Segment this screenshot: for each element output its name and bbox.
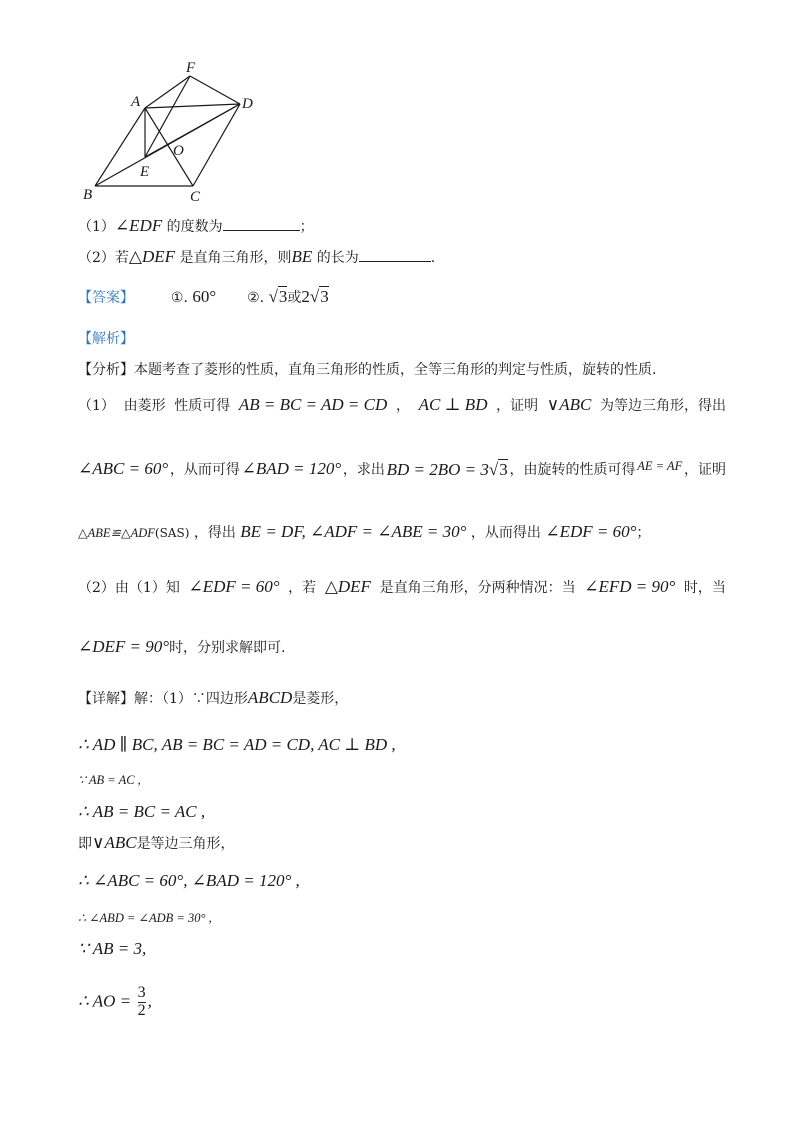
label-e: E <box>140 164 150 180</box>
p1-line-1: （1） 由菱形 性质可得 AB = BC = AD = CD ， AC ⊥ BD ，证明 ∨ABC 为等边三角形，得出 <box>78 395 726 414</box>
label-o: O <box>173 143 184 159</box>
question-2: （2）若△DEF 是直角三角形，则BE 的长为 . <box>78 247 436 266</box>
p2-line-1: （2）由（1）知 ∠EDF = 60° ，若 △DEF 是直角三角形，分两种情况：当 ∠EFD = 90° 时，当 <box>78 577 726 596</box>
label-a: A <box>131 94 141 110</box>
label-f: F <box>186 60 196 76</box>
label-c: C <box>190 189 201 203</box>
detail-line-4: ∴ AB = BC = AC , <box>78 802 206 821</box>
segment-ab <box>95 108 145 186</box>
answer-blank-1 <box>223 216 300 231</box>
fraction-3-over-2: $\frac{3}{2}$ <box>137 984 146 1019</box>
fenxi-line: 【分析】本题考查了菱形的性质，直角三角形的性质，全等三角形的判定与性质，旋转的性质. <box>78 362 657 378</box>
analysis-tag: 【解析】 <box>78 331 134 347</box>
detail-line-7: ∴ ∠ABD = ∠ADB = 30° , <box>78 911 212 925</box>
segment-ac <box>145 108 193 186</box>
question-1: （1）∠EDF 的度数为 ； <box>78 216 314 235</box>
detail-line-8: ∵ AB = 3, <box>78 939 147 958</box>
label-d: D <box>242 96 253 112</box>
label-b: B <box>83 187 93 203</box>
answer-line: 【答案】 ①. 60° ②. √3或2√3 <box>78 287 329 306</box>
p2-line-2: ∠DEF = 90°时，分别求解即可. <box>78 637 286 656</box>
segment-ad <box>145 104 240 108</box>
detail-line-1: 【详解】解：（1）∵四边形ABCD是菱形， <box>78 688 349 707</box>
segment-fd <box>190 76 240 104</box>
answer-tag: 【答案】 <box>78 290 134 306</box>
segment-af <box>145 76 190 108</box>
detail-line-3: ∵ AB = AC , <box>78 773 141 787</box>
p1-line-2: ∠ABC = 60° ，从而可得 ∠BAD = 120° ，求出 BD = 2BO = 3√3 ，由旋转的性质可得 AE = AF ，证明 <box>78 459 726 479</box>
detail-line-6: ∴ ∠ABC = 60°, ∠BAD = 120° , <box>78 871 300 890</box>
detail-line-2: ∴ AD ∥ BC, AB = BC = AD = CD, AC ⊥ BD , <box>78 735 396 754</box>
detail-line-9: ∴ AO = $\frac{3}{2}$ , <box>78 984 152 1019</box>
segment-cd <box>193 104 240 186</box>
rhombus-figure <box>78 58 278 203</box>
detail-line-5: 即∨ABC是等边三角形， <box>78 833 235 852</box>
answer-blank-2 <box>359 247 431 262</box>
p1-line-3: △ABE≌△ADF(SAS) ，得出 BE = DF, ∠ADF = ∠ABE = 30° ，从而得出 ∠EDF = 60°； <box>78 522 651 541</box>
